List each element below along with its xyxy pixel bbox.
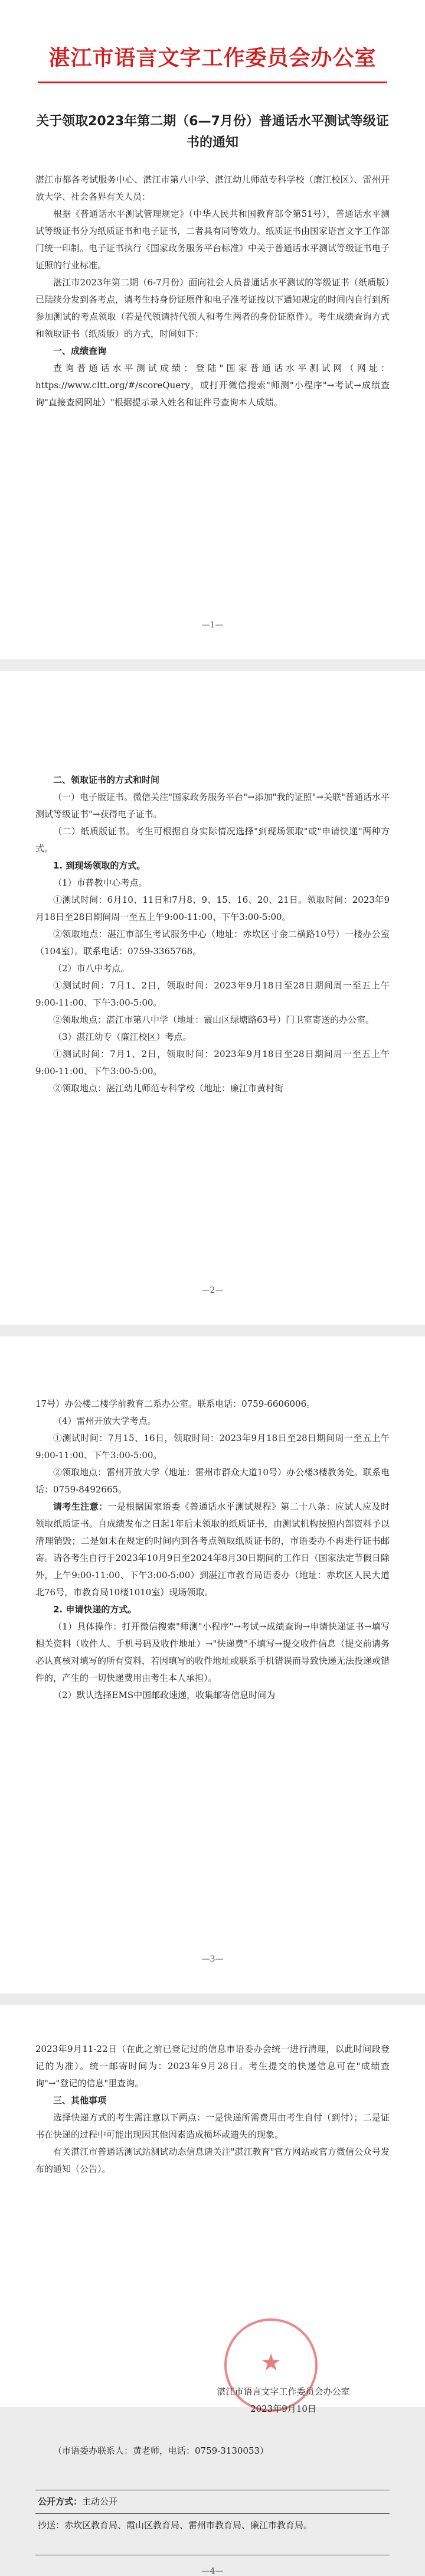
page1-body bbox=[35, 171, 390, 411]
paragraph: ①测试时间：7月1、2日，领取时间：2023年9月18日至28日期间周一至五上午9:00-11:00、下午3:00-5:00。 bbox=[35, 1049, 390, 1076]
paragraph: ②领取地点：湛江市第八中学（地址：霞山区绿塘路63号）门卫室寄送的办公室。 bbox=[53, 1014, 375, 1025]
paragraph: （二）纸质版证书。考生可根据自身实际情况选择"到现场领取"或"申请快递"两种方式。 bbox=[35, 826, 390, 854]
sub-heading: 2. 申请快递的方式。 bbox=[53, 1604, 137, 1615]
cc-value: 赤坎区教育局、霞山区教育局、雷州市教育局、廉江市教育局。 bbox=[64, 2520, 313, 2531]
notice-text: 一是根据国家语委《普通话水平测试规程》第二十八条：应试人应及时领取纸质证书。自成绩发布之日起1年后未领取的纸质证书，由测试机构按照内部资料予以清理销毁；二是如未在规定的时间内到各考点领取纸质证书的，市语委办不再进行证书邮寄。请各考生自行于2023年10月9日至2024年8月30日期间的工作日（国家法定节假日除外，上午9:00-11:00、下午3:00-5:00）到湛江市教育局语委办（地址：赤坎区人民大道北76号，市教育局10楼1010室）现场领取。 bbox=[35, 1501, 390, 1598]
paragraph: 根据《普通话水平测试管理规定》（中华人民共和国教育部令第51号），普通话水平测试等级证书分为纸质证书和电子证书，二者具有同等效力。纸质证书由国家语言文字工作部门统一印制。电子证书执行《国家政务服务平台标准》中关于普通话水平测试等级证书电子证照的行业标准。 bbox=[35, 209, 390, 271]
page-4 bbox=[0, 2005, 425, 2576]
paragraph: ②领取地点：湛江市部生考试服务中心（地址：赤坎区寸金二横路10号）一楼办公室（104室）。联系电话：0759-3365768。 bbox=[35, 929, 390, 957]
public-label: 公开方式： bbox=[38, 2496, 83, 2507]
paragraph: （3）湛江幼专（廉江校区）考点。 bbox=[53, 1032, 192, 1042]
masthead: 湛江市语言文字工作委员会办公室 bbox=[48, 46, 377, 70]
signature-block bbox=[207, 2383, 360, 2418]
page4-body bbox=[35, 2041, 390, 2178]
page2-body bbox=[35, 772, 390, 1097]
page-number: —1— bbox=[201, 620, 224, 630]
section-heading: 一、成绩查询 bbox=[53, 346, 107, 356]
cc-label: 抄送： bbox=[38, 2520, 65, 2531]
paragraph: （2）默认选择EMS中国邮政速递，收集邮寄信息时间为 bbox=[53, 1690, 276, 1700]
notice-paragraph bbox=[35, 1498, 390, 1601]
paragraph: 有关湛江市普通话测试站测试动态信息请关注"湛江教育"官方网站或官方微信公众号发布的通知（公告）。 bbox=[35, 2146, 390, 2174]
sign-date: 2023年9月10日 bbox=[250, 2403, 316, 2414]
section-heading: 二、领取证书的方式和时间 bbox=[53, 775, 160, 785]
divider bbox=[35, 2513, 390, 2514]
paragraph: ①测试时间：7月15、16日，领取时间：2023年9月18日至28日期间周一至五上午9:00-11:00、下午3:00-5:00。 bbox=[35, 1433, 390, 1461]
page-1 bbox=[0, 0, 425, 659]
paragraph: 选择快递方式的考生需注意以下两点：一是快递所需费用由考生自付（到付）；二是证书在快递的过程中可能出现因其他因素造成损坏或遗失的现象。 bbox=[35, 2112, 390, 2140]
notice-label: 请考生注意： bbox=[53, 1501, 108, 1512]
page3-body bbox=[35, 1396, 390, 1704]
paragraph: 2023年9月11-22日（在此之前已登记过的信息市语委办会统一进行清理，以此时间段登记的为准）。统一邮寄时间为：2023年9月28日。考生提交的快递信息可在"成绩查询"→"登记的信息"里查询。 bbox=[35, 2044, 390, 2089]
contact-line: （市语委办联系人：黄老师，电话：0759-3130053） bbox=[53, 2445, 269, 2456]
page-3 bbox=[0, 1336, 425, 1993]
cc-line bbox=[38, 2517, 390, 2534]
paragraph: ②领取地点：雷州开放大学（地址：雷州市群众大道10号）办公楼3楼教务处。联系电话：0759-8492665。 bbox=[35, 1467, 390, 1495]
paragraph: 湛江市2023年第二期（6-7月份）面向社会人员普通话水平测试的等级证书（纸质版）已陆续分发到各考点，请考生持身份证原件和电子准考证按以下通知规定的时间内自行到所参加测试的考点领取（若是代领请持代领人和考生两者的身份证原件）。考生成绩查询方式和领取证书（纸质版）的方式，时间如下： bbox=[35, 277, 390, 339]
paragraph: （4）雷州开放大学考点。 bbox=[53, 1416, 156, 1426]
red-divider bbox=[38, 82, 387, 83]
paragraph: （2）市八中考点。 bbox=[53, 963, 130, 974]
page-number: —2— bbox=[201, 1286, 224, 1295]
page-number: —3— bbox=[201, 1954, 224, 1964]
paragraph: ①测试时间：7月1、2日，领取时间：2023年9月18日至28日期间周一至五上午9:00-11:00、下午3:00-5:00。 bbox=[35, 980, 390, 1008]
paragraph: ①测试时间：6月10、11日和7月8、9、15、16、20、21日。领取时间：2023年9月18日至28日期间周一至五上午9:00-11:00、下午3:00-5:00。 bbox=[35, 895, 390, 922]
section-heading: 三、其他事项 bbox=[53, 2095, 107, 2106]
sign-org: 湛江市语言文字工作委员会办公室 bbox=[217, 2386, 350, 2397]
paragraph: 查询普通话水平测试成绩：登陆"国家普通话水平测试网（网址：https://www.cltt.org/#/scoreQuery，或打开微信搜索"师测"小程序"→考试→成绩查询"直接查阅网址）"根据提示录入姓名和证件号查询本人成绩。 bbox=[35, 363, 390, 408]
paragraph: ②领取地点：湛江幼儿师范专科学校（地址：廉江市黄村街 bbox=[53, 1083, 284, 1094]
page-2 bbox=[0, 671, 425, 1325]
paragraph: （一）电子版证书。微信关注"国家政务服务平台"→添加"我的证照"→关联"普通话水平测试等级证书"→获得电子证书。 bbox=[35, 792, 390, 819]
sub-heading: 1. 到现场领取的方式。 bbox=[53, 860, 146, 871]
paragraph: （1）具体操作：打开微信搜索"师测"小程序"→考试→成绩查询→申请快递证书→填写相关资料（收件人、手机号码及收件地址）→"快递费"不填写→提交收件信息（提交前请务必认真核对填写的所有资料，若因填写的收件地址或联系手机错误而导致快递无法投递或错件的，产生的一切快递费用由考生本人承担）。 bbox=[35, 1621, 390, 1683]
notice-title: 关于领取2023年第二期（6—7月份）普通话水平测试等级证书的通知 bbox=[36, 114, 389, 150]
salutation: 湛江市都各考试服务中心、湛江市第八中学、湛江幼儿师范专科学校（廉江校区）、雷州开放大学、社会各界有关人员： bbox=[35, 174, 390, 202]
paragraph: 17号）办公楼二楼学前教育二系办公室。联系电话：0759-6606006。 bbox=[35, 1398, 316, 1409]
public-value: 主动公开 bbox=[82, 2496, 118, 2507]
paragraph: （1）市普教中心考点。 bbox=[53, 877, 148, 888]
page-number: —4— bbox=[201, 2567, 224, 2576]
public-mode bbox=[38, 2493, 117, 2510]
